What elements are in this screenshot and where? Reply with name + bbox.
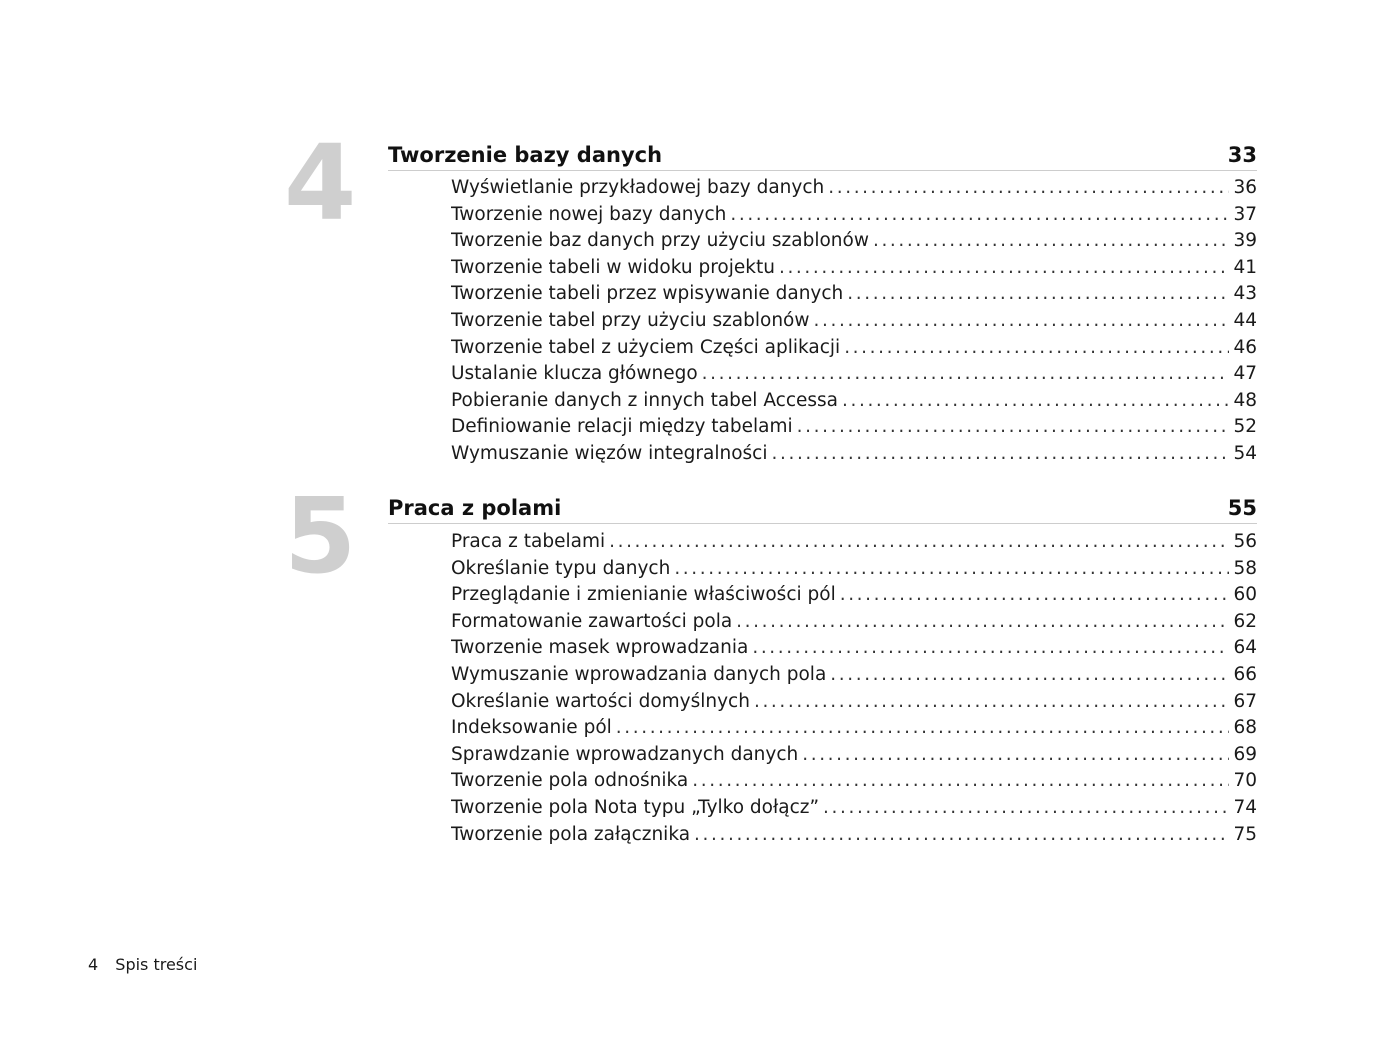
dot-leader [814,310,1230,331]
entry-title: Tworzenie tabeli w widoku projektu [451,256,775,278]
dot-leader [616,717,1230,738]
toc-entry [451,416,1257,443]
chapter-number: 5 [284,475,357,597]
entry-page-number: 60 [1233,584,1257,606]
entry-title: Definiowanie relacji między tabelami [451,416,793,438]
entry-title: Indeksowanie pól [451,717,612,739]
dot-leader [702,363,1230,384]
toc-entry [451,204,1257,231]
toc-entry [451,257,1257,284]
dot-leader [873,230,1229,251]
toc-entry [451,558,1257,585]
toc-entry [451,770,1257,797]
entry-title: Pobieranie danych z innych tabel Accessa [451,389,838,411]
chapter-number: 4 [284,122,357,244]
dot-leader [842,390,1229,411]
chapter-heading [388,491,1257,524]
entry-page-number: 44 [1233,309,1257,331]
dot-leader [844,337,1229,358]
entry-page-number: 54 [1233,442,1257,464]
toc-entry [451,611,1257,638]
entry-page-number: 52 [1233,416,1257,438]
toc-entry [451,531,1257,558]
entry-title: Tworzenie masek wprowadzania [451,637,749,659]
toc-entry [451,664,1257,691]
entry-page-number: 46 [1233,336,1257,358]
entry-title: Wymuszanie wprowadzania danych pola [451,663,827,685]
entry-title: Przeglądanie i zmienianie właściwości pól [451,584,836,606]
entry-title: Tworzenie tabel przy użyciu szablonów [451,309,810,331]
entry-title: Tworzenie pola załącznika [451,823,691,845]
entry-title: Praca z tabelami [451,531,606,552]
dot-leader [823,797,1229,818]
dot-leader [840,584,1230,605]
entry-title: Tworzenie pola odnośnika [451,770,689,792]
entry-page-number: 43 [1233,283,1257,305]
entry-page-number: 62 [1233,610,1257,632]
toc-entry [451,230,1257,257]
entry-page-number: 56 [1233,531,1257,552]
chapter-entries [451,531,1257,850]
entry-page-number: 74 [1233,796,1257,818]
entry-page-number: 39 [1233,230,1257,252]
chapter-page-number: 33 [1227,143,1257,167]
entry-page-number: 36 [1233,177,1257,198]
dot-leader [692,770,1229,791]
entry-page-number: 64 [1233,637,1257,659]
chapter-entries [451,177,1257,470]
dot-leader [736,611,1229,632]
toc-entry [451,717,1257,744]
chapter-page-number: 55 [1227,496,1257,520]
entry-title: Tworzenie pola Nota typu „Tylko dołącz” [451,796,820,818]
entry-title: Tworzenie tabeli przez wpisywanie danych [451,283,844,305]
footer-page-number: 4 [88,955,99,974]
entry-title: Określanie wartości domyślnych [451,690,750,712]
entry-page-number: 66 [1233,663,1257,685]
toc-entry [451,824,1257,851]
entry-title: Tworzenie nowej bazy danych [451,203,727,225]
toc-entry [451,443,1257,470]
dot-leader [674,558,1229,579]
entry-page-number: 69 [1233,743,1257,765]
toc-entry [451,584,1257,611]
entry-title: Tworzenie baz danych przy użyciu szablonów [451,230,869,252]
entry-title: Określanie typu danych [451,557,671,579]
chapter-title: Praca z polami [388,496,562,520]
toc-entry [451,283,1257,310]
entry-title: Wyświetlanie przykładowej bazy danych [451,177,825,198]
entry-title: Sprawdzanie wprowadzanych danych [451,743,799,765]
chapter-title: Tworzenie bazy danych [388,143,663,167]
toc-entry [451,390,1257,417]
entry-title: Formatowanie zawartości pola [451,610,733,632]
toc-entry [451,691,1257,718]
entry-page-number: 41 [1233,256,1257,278]
toc-entry [451,337,1257,364]
dot-leader [609,531,1229,552]
dot-leader [847,283,1229,304]
dot-leader [830,664,1229,685]
toc-entry [451,310,1257,337]
dot-leader [730,204,1229,225]
entry-title: Tworzenie tabel z użyciem Części aplikacji [451,336,841,358]
entry-page-number: 75 [1233,823,1257,845]
dot-leader [779,257,1229,278]
footer-section-title: Spis treści [115,955,198,974]
dot-leader [752,637,1229,658]
entry-page-number: 67 [1233,690,1257,712]
toc-entry [451,797,1257,824]
dot-leader [797,416,1230,437]
entry-title: Wymuszanie więzów integralności [451,442,768,464]
dot-leader [828,177,1229,198]
toc-entry [451,744,1257,771]
entry-page-number: 68 [1233,717,1257,739]
dot-leader [694,824,1229,845]
chapter-heading [388,138,1257,171]
entry-page-number: 47 [1233,363,1257,385]
toc-entry [451,177,1257,204]
entry-page-number: 37 [1233,203,1257,225]
page-footer [88,955,197,974]
entry-page-number: 48 [1233,389,1257,411]
dot-leader [802,744,1229,765]
toc-entry [451,363,1257,390]
entry-title: Ustalanie klucza głównego [451,363,698,385]
entry-page-number: 70 [1233,770,1257,792]
dot-leader [772,443,1230,464]
toc-entry [451,637,1257,664]
dot-leader [754,691,1229,712]
entry-page-number: 58 [1233,557,1257,579]
